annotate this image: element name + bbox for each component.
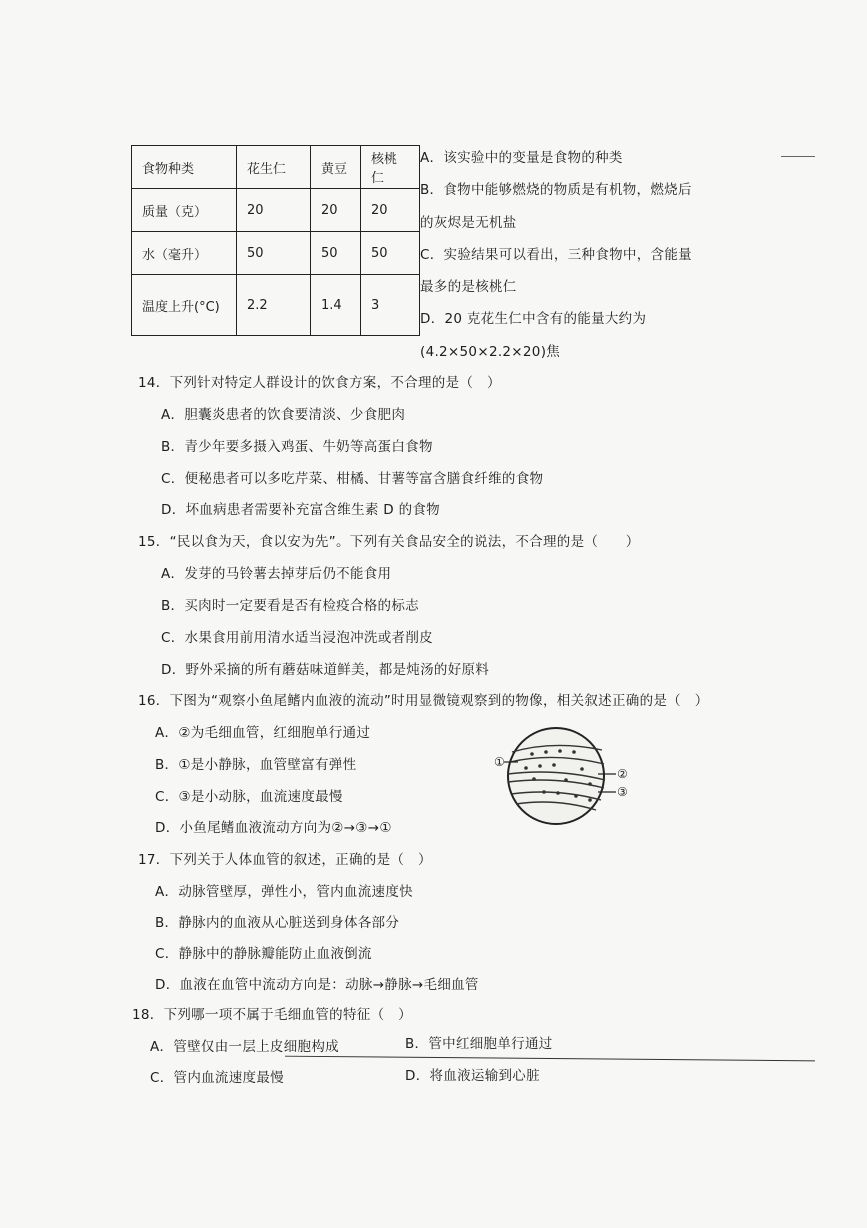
q15-option-c: C．水果食用前用清水适当浸泡冲洗或者削皮 [161,630,433,646]
q16-option-d: D．小鱼尾鳍血液流动方向为②→③→① [155,820,392,836]
table-cell: 50 [237,232,311,275]
table-cell: 黄豆 [311,146,361,189]
q18-option-d: D．将血液运输到心脏 [405,1068,540,1084]
q17-option-c: C．静脉中的静脉瓣能防止血液倒流 [155,946,372,962]
table-cell: 1.4 [311,275,361,336]
q18-stem: 18．下列哪一项不属于毛细血管的特征（ ） [132,1007,412,1023]
q15-stem: 15．“民以食为天，食以安为先”。下列有关食品安全的说法，不合理的是（ ） [138,534,640,550]
table-cell: 50 [311,232,361,275]
q14-stem: 14．下列针对特定人群设计的饮食方案，不合理的是（ ） [138,375,501,391]
table-cell: 核桃仁 [361,146,420,189]
q15-option-b: B．买肉时一定要看是否有检疫合格的标志 [161,598,419,614]
q13-option-c-cont: 最多的是核桃仁 [420,279,517,295]
q15-option-d: D．野外采摘的所有蘑菇味道鲜美，都是炖汤的好原料 [161,662,490,678]
q17-option-b: B．静脉内的血液从心脏送到身体各部分 [155,915,400,931]
table-row [132,275,420,336]
q13-option-b: B．食物中能够燃烧的物质是有机物，燃烧后 [420,182,692,198]
q14-option-b: B．青少年要多摄入鸡蛋、牛奶等高蛋白食物 [161,439,433,455]
q17-stem: 17．下列关于人体血管的叙述，正确的是（ ） [138,852,432,868]
table-cell: 20 [311,189,361,232]
q14-option-d: D．坏血病患者需要补充富含维生素 D 的食物 [161,502,440,518]
table-cell: 20 [361,189,420,232]
table-cell: 水（毫升） [132,232,237,275]
q14-option-c: C．便秘患者可以多吃芹菜、柑橘、甘薯等富含膳食纤维的食物 [161,471,544,487]
table-row [132,232,420,275]
q17-option-d: D．血液在血管中流动方向是：动脉→静脉→毛细血管 [155,977,479,993]
q18-option-b: B．管中红细胞单行通过 [405,1036,553,1052]
table-cell: 质量（克） [132,189,237,232]
table-cell: 花生仁 [237,146,311,189]
q18-option-c: C．管内血流速度最慢 [150,1070,284,1086]
q16-option-c: C．③是小动脉，血流速度最慢 [155,789,343,805]
table-row [132,189,420,232]
q13-option-d: D．20 克花生仁中含有的能量大约为 [420,311,647,327]
q16-stem: 16．下图为“观察小鱼尾鳍内血液的流动”时用显微镜观察到的物像，相关叙述正确的是（ ） [138,693,709,709]
q13-option-d-cont: (4.2×50×2.2×20)焦 [420,344,561,360]
table-cell: 3 [361,275,420,336]
label-3: ③ [617,785,628,799]
table-cell: 50 [361,232,420,275]
q13-option-c: C．实验结果可以看出，三种食物中，含能量 [420,247,692,263]
label-2: ② [617,767,628,781]
q13-option-a: A．该实验中的变量是食物的种类 [420,150,623,166]
table-cell: 食物种类 [132,146,237,189]
q16-option-a: A．②为毛细血管，红细胞单行通过 [155,725,371,741]
q17-option-a: A．动脉管壁厚，弹性小，管内血流速度快 [155,884,413,900]
margin-mark [781,156,815,157]
q15-option-a: A．发芽的马铃薯去掉芽后仍不能食用 [161,566,392,582]
table-cell: 温度上升(°C) [132,275,237,336]
table-row [132,146,420,189]
q16-option-b: B．①是小静脉，血管壁富有弹性 [155,757,357,773]
food-energy-table [131,145,420,336]
q18-option-a: A．管壁仅由一层上皮细胞构成 [150,1039,339,1055]
q13-option-b-cont: 的灰烬是无机盐 [420,215,517,231]
fold-line [285,1056,815,1062]
table-cell: 2.2 [237,275,311,336]
label-1: ① [494,755,505,769]
table-cell: 20 [237,189,311,232]
q14-option-a: A．胆囊炎患者的饮食要清淡、少食肥肉 [161,407,406,423]
microscope-view-figure [494,722,644,832]
